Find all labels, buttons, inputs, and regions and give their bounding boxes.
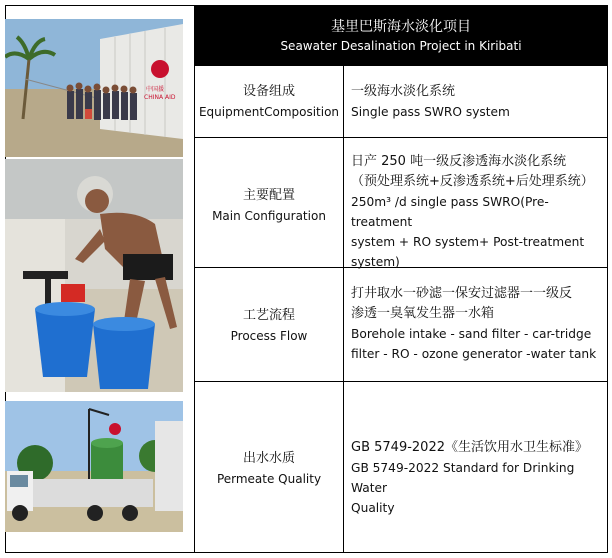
sign-text-zh: 中国援	[146, 86, 165, 93]
column-divider	[343, 65, 344, 552]
row-label-equipment: 设备组成 EquipmentComposition	[198, 84, 340, 119]
sign-text-en: CHINA AID	[144, 94, 176, 101]
photo-group-at-container	[5, 19, 183, 157]
row-divider	[195, 65, 607, 66]
header-title-zh: 基里巴斯海水淡化项目	[331, 19, 471, 35]
row-label-process: 工艺流程 Process Flow	[230, 308, 308, 343]
row-content-quality: GB 5749-2022《生活饮用水卫生标准》 GB 5749-2022 Standard for Drinking Water Quality	[351, 440, 588, 515]
table-header	[195, 6, 607, 65]
row-content-equipment: 一级海水淡化系统 Single pass SWRO system	[351, 84, 510, 119]
row-divider	[195, 381, 607, 382]
row-label-quality: 出水水质 Permeate Quality	[216, 451, 322, 486]
row-content-process: 打井取水一砂滤一保安过滤器一一级反 渗透一臭氧发生器一水箱 Borehole intake - sand filter - car-tridge filter - RO - ozone generator -water tank	[351, 286, 597, 361]
row-content-configuration: 日产 250 吨一级反渗透海水淡化系统 （预处理系统+反渗透系统+后处理系统） 250m³ /d single pass SWRO(Pre-treatment system + RO system+ Post-treatment system)	[351, 154, 594, 269]
photo-man-filling-buckets	[5, 159, 183, 392]
row-label-configuration: 主要配置 Main Configuration	[212, 188, 326, 223]
row-divider	[195, 137, 607, 138]
photo-water-truck	[5, 401, 183, 532]
china-aid-logo-icon	[151, 60, 169, 78]
header-title-en: Seawater Desalination Project in Kiribati	[280, 39, 522, 53]
